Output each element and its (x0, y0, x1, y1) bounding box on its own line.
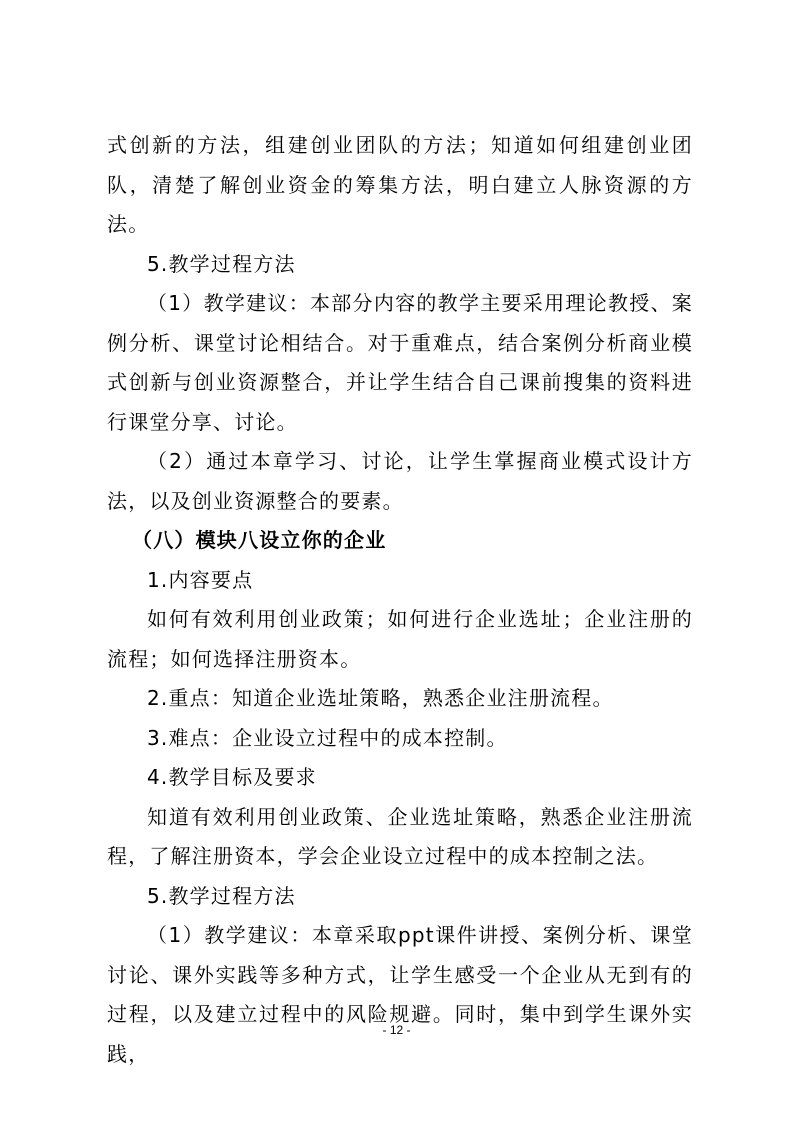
paragraph-teaching-suggestion-3: （1）教学建议：本章采取ppt课件讲授、案例分析、课堂讨论、课外实践等多种方式，让学生感受一个企业从无到有的过程，以及建立过程中的风险规避。同时，集中到学生课外实践， (107, 923, 693, 1066)
page-body (107, 126, 693, 1074)
section-heading-module-8: （八）模块八设立你的企业 (132, 528, 387, 552)
paragraph-continuation: 式创新的方法，组建创业团队的方法；知道如何组建创业团队，清楚了解创业资金的筹集方法，明白建立人脉资源的方法。 (107, 133, 693, 236)
paragraph-difficult-points: 3.难点：企业设立过程中的成本控制。 (147, 725, 508, 750)
subheading-content-points: 1.内容要点 (147, 567, 254, 592)
page-number: - 12 - (382, 1023, 411, 1037)
paragraph-content-points: 如何有效利用创业政策；如何进行企业选址；企业注册的流程；如何选择注册资本。 (107, 607, 693, 671)
paragraph-teaching-suggestion-2: （2）通过本章学习、讨论，让学生掌握商业模式设计方法，以及创业资源整合的要素。 (107, 449, 693, 513)
subheading-teaching-process-method: 5.教学过程方法 (147, 251, 296, 276)
subheading-teaching-process-method-2: 5.教学过程方法 (147, 883, 296, 908)
paragraph-teaching-suggestion-1: （1）教学建议：本部分内容的教学主要采用理论教授、案例分析、课堂讨论相结合。对于重难点，结合案例分析商业模式创新与创业资源整合，并让学生结合自己课前搜集的资料进行课堂分享、讨论。 (107, 291, 693, 434)
paragraph-teaching-goals: 知道有效利用创业政策、企业选址策略，熟悉企业注册流程，了解注册资本，学会企业设立过程中的成本控制之法。 (107, 804, 693, 868)
paragraph-key-points: 2.重点：知道企业选址策略，熟悉企业注册流程。 (147, 686, 614, 710)
subheading-teaching-goals: 4.教学目标及要求 (147, 765, 317, 789)
